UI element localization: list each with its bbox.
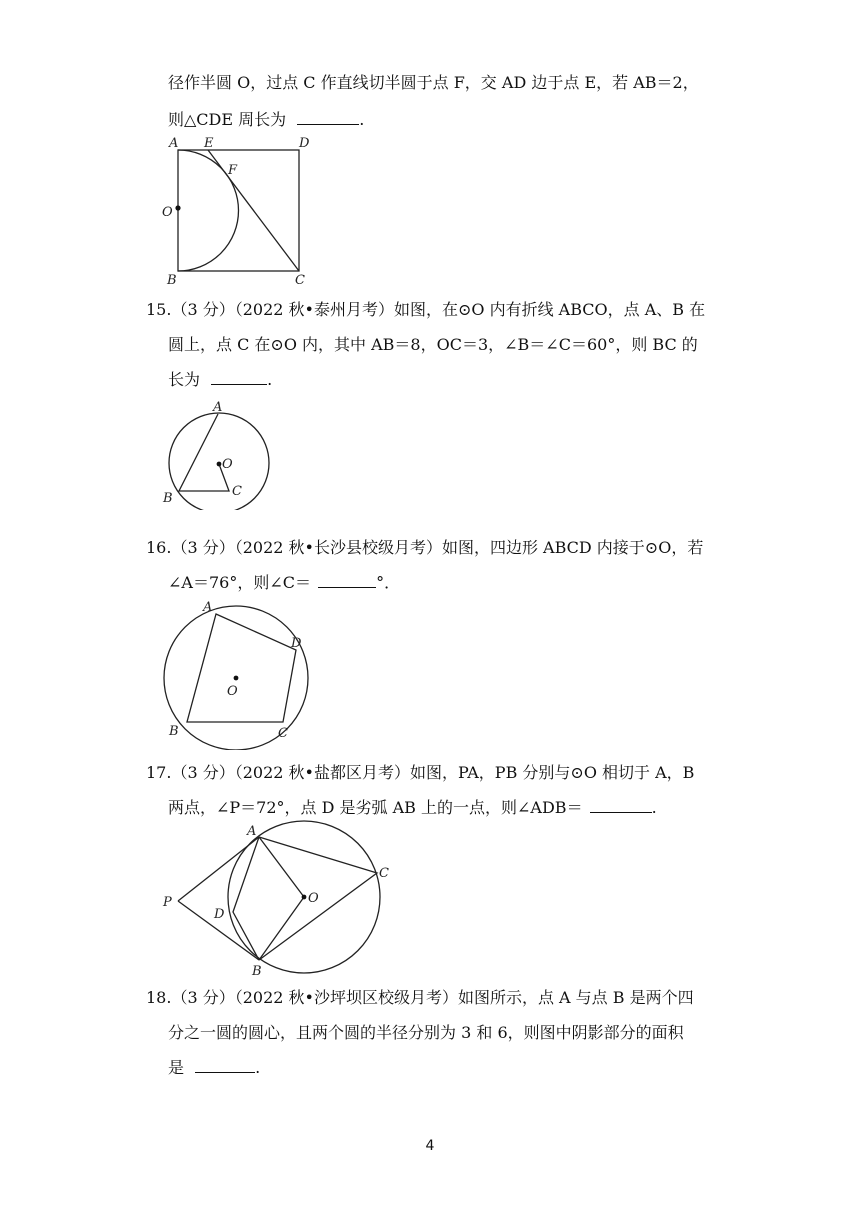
q14-label-b: B — [167, 273, 177, 287]
q15-line3-pre: 长为 — [168, 370, 201, 389]
q15-label-a: A — [213, 400, 223, 415]
q15-text-line3 — [168, 367, 272, 390]
q16-line2-pre: ∠A＝76°，则∠C＝ — [168, 573, 311, 592]
q17-label-b: B — [252, 964, 262, 979]
q16-label-o: O — [227, 684, 238, 699]
q14-center-dot — [175, 205, 180, 210]
q14-label-f: F — [228, 163, 238, 178]
q14-line2-post: . — [359, 110, 365, 129]
q14-line2-pre: 则△CDE 周长为 — [168, 110, 287, 129]
q15-text-line2: 圆上，点 C 在⊙O 内，其中 AB＝8，OC＝3，∠B＝∠C＝60°，则 BC 的 — [168, 335, 698, 354]
q16-answer-blank — [318, 573, 376, 588]
q14-label-c: C — [295, 273, 305, 287]
q14-label-d: D — [299, 136, 310, 151]
q17-radii-oa-ob — [259, 837, 304, 960]
q18-line3-post: . — [255, 1058, 261, 1077]
q16-label-d: D — [291, 636, 302, 651]
q16-label-c: C — [278, 726, 288, 741]
q14-text-line2 — [168, 107, 364, 130]
q16-center-dot — [234, 676, 239, 681]
q16-label-b: B — [169, 724, 179, 739]
q17-label-a: A — [247, 824, 257, 839]
q15-line3-post: . — [267, 370, 273, 389]
q15-text-line1: 15.（3 分）（2022 秋•泰州月考）如图，在⊙O 内有折线 ABCO，点 A、B 在 — [146, 300, 706, 319]
q18-line3-pre: 是 — [168, 1058, 185, 1077]
q17-label-p: P — [163, 895, 172, 910]
q18-text-line3 — [168, 1055, 260, 1078]
q17-text-line1: 17.（3 分）（2022 秋•盐都区月考）如图，PA，PB 分别与⊙O 相切于 A，B — [146, 763, 695, 782]
q17-line2-pre: 两点，∠P＝72°，点 D 是劣弧 AB 上的一点，则∠ADB＝ — [168, 798, 583, 817]
q14-label-o: O — [162, 205, 173, 220]
q14-label-e: E — [204, 136, 214, 151]
q16-line2-post: °． — [376, 573, 401, 592]
q15-label-c: C — [232, 484, 242, 499]
q17-tangent-pa — [178, 837, 259, 901]
q15-center-dot — [217, 462, 222, 467]
q17-label-c: C — [379, 866, 389, 881]
q17-label-o: O — [308, 891, 319, 906]
q17-center-dot — [302, 895, 307, 900]
q15-label-o: O — [222, 457, 233, 472]
q14-text-line1: 径作半圆 O，过点 C 作直线切半圆于点 F，交 AD 边于点 E，若 AB＝2， — [168, 73, 699, 92]
q16-text-line2 — [168, 570, 400, 593]
q15-figure-circle-polyline — [158, 398, 278, 510]
q15-circle — [169, 413, 269, 510]
q15-answer-blank — [211, 370, 267, 385]
q18-text-line1: 18.（3 分）（2022 秋•沙坪坝区校级月考）如图所示，点 A 与点 B 是两个四 — [146, 988, 694, 1007]
q16-quadrilateral-abcd — [187, 614, 296, 722]
q14-figure-square-semicircle — [155, 132, 330, 287]
q18-text-line2: 分之一圆的圆心，且两个圆的半径分别为 3 和 6，则图中阴影部分的面积 — [168, 1023, 684, 1042]
q14-label-a: A — [169, 136, 179, 151]
q16-text-line1: 16.（3 分）（2022 秋•长沙县校级月考）如图，四边形 ABCD 内接于⊙O，若 — [146, 538, 704, 557]
q17-figure-tangent-circle — [158, 815, 398, 980]
q17-chords-adb — [233, 837, 259, 960]
q17-line2-post: . — [651, 798, 657, 817]
page-number: 4 — [425, 1138, 435, 1154]
q18-answer-blank — [195, 1058, 255, 1073]
q17-answer-blank — [590, 798, 652, 813]
q16-label-a: A — [203, 600, 213, 615]
q15-label-b: B — [163, 491, 173, 506]
q16-figure-cyclic-quadrilateral — [160, 595, 320, 750]
q17-label-d: D — [214, 907, 225, 922]
q14-answer-blank — [297, 110, 359, 125]
